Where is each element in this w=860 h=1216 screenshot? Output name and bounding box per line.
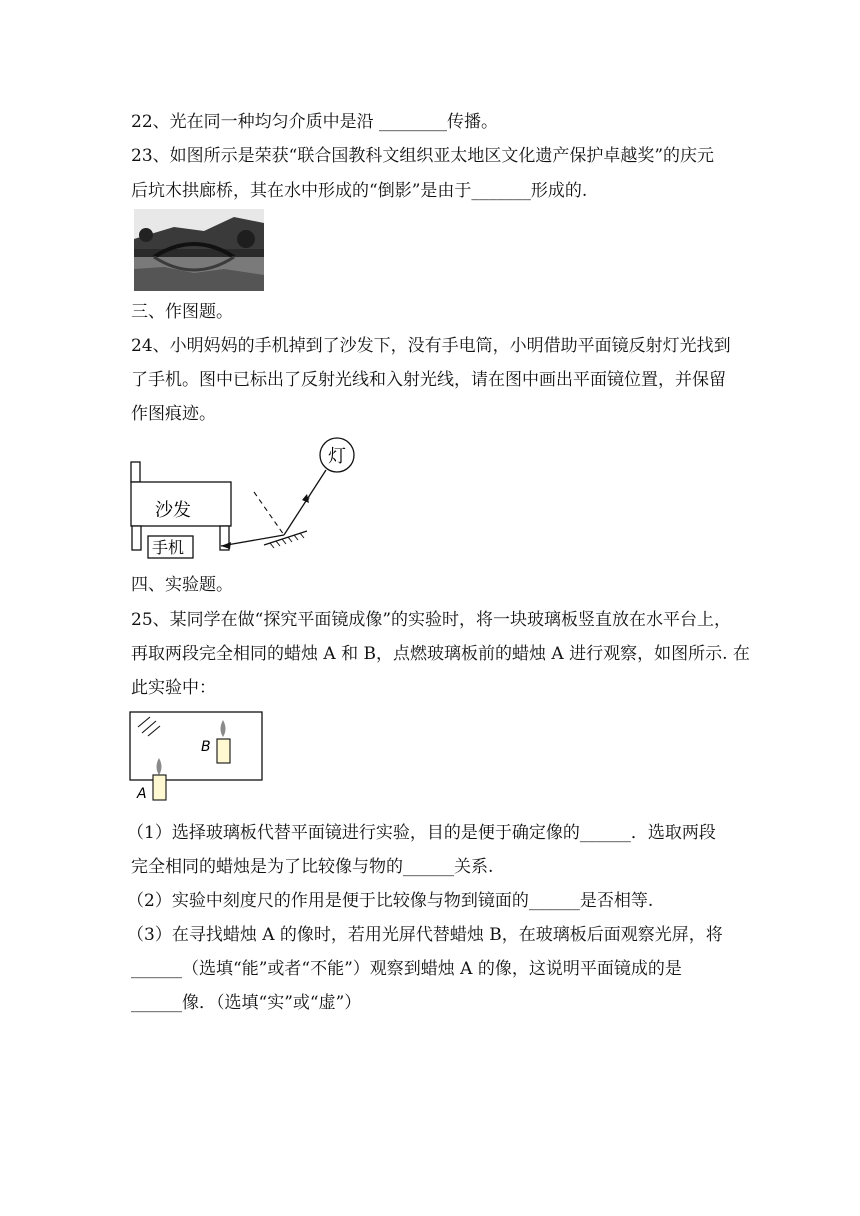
incident-ray	[284, 470, 326, 535]
candle-a-label: A	[137, 786, 147, 802]
question-25-line-3: 此实验中：	[131, 678, 216, 698]
question-25-line-2: 再取两段完全相同的蜡烛 A 和 B，点燃玻璃板前的蜡烛 A 进行观察，如图所示. 在	[131, 644, 750, 664]
question-23-line-2: 后坑木拱廊桥，其在水中形成的“倒影”是由于_______形成的.	[131, 181, 588, 201]
figure-24-sofa-mirror	[124, 434, 364, 560]
phone-label: 手机	[152, 538, 185, 557]
section-4-heading: 四、实验题。	[131, 575, 233, 595]
section-3-heading: 三、作图题。	[131, 302, 233, 322]
question-25-part-1-line-2: 完全相同的蜡烛是为了比较像与物的______关系.	[131, 857, 494, 877]
question-25-part-2: （2）实验中刻度尺的作用是便于比较像与物到镜面的______是否相等.	[127, 891, 654, 911]
lamp-label: 灯	[328, 446, 346, 467]
question-25-part-1-line-1: （1）选择玻璃板代替平面镜进行实验，目的是便于确定像的______．选取两段	[127, 823, 716, 843]
question-24-line-3: 作图痕迹。	[131, 404, 216, 424]
glass-plate	[130, 712, 262, 780]
bridge-photo	[134, 209, 264, 291]
sofa-label: 沙发	[155, 500, 191, 521]
question-23-line-1: 23、如图所示是荣获“联合国教科文组织亚太地区文化遗产保护卓越奖”的庆元	[131, 146, 715, 166]
candle-b-label: B	[201, 739, 211, 755]
question-25-part-3-line-1: （3）在寻找蜡烛 A 的像时，若用光屏代替蜡烛 B，在玻璃板后面观察光屏，将	[127, 925, 723, 945]
figure-25-glass-plate	[128, 709, 268, 804]
question-24-line-1: 24、小明妈妈的手机掉到了沙发下，没有手电筒，小明借助平面镜反射灯光找到	[131, 336, 731, 356]
question-22: 22、光在同一种均匀介质中是沿 ________传播。	[131, 112, 499, 132]
question-25-part-3-line-2: ______（选填“能”或者“不能”）观察到蜡烛 A 的像，这说明平面镜成的是	[131, 959, 682, 979]
normal-dashed	[254, 492, 284, 535]
question-25-part-3-line-3: ______像．（选填“实”或“虚”）	[131, 993, 362, 1013]
question-24-line-2: 了手机。图中已标出了反射光线和入射光线，请在图中画出平面镜位置，并保留	[131, 370, 726, 390]
candle-b	[217, 739, 230, 763]
question-25-line-1: 25、某同学在做“探究平面镜成像”的实验时，将一块玻璃板竖直放在水平台上，	[131, 610, 732, 630]
candle-a	[153, 775, 166, 800]
